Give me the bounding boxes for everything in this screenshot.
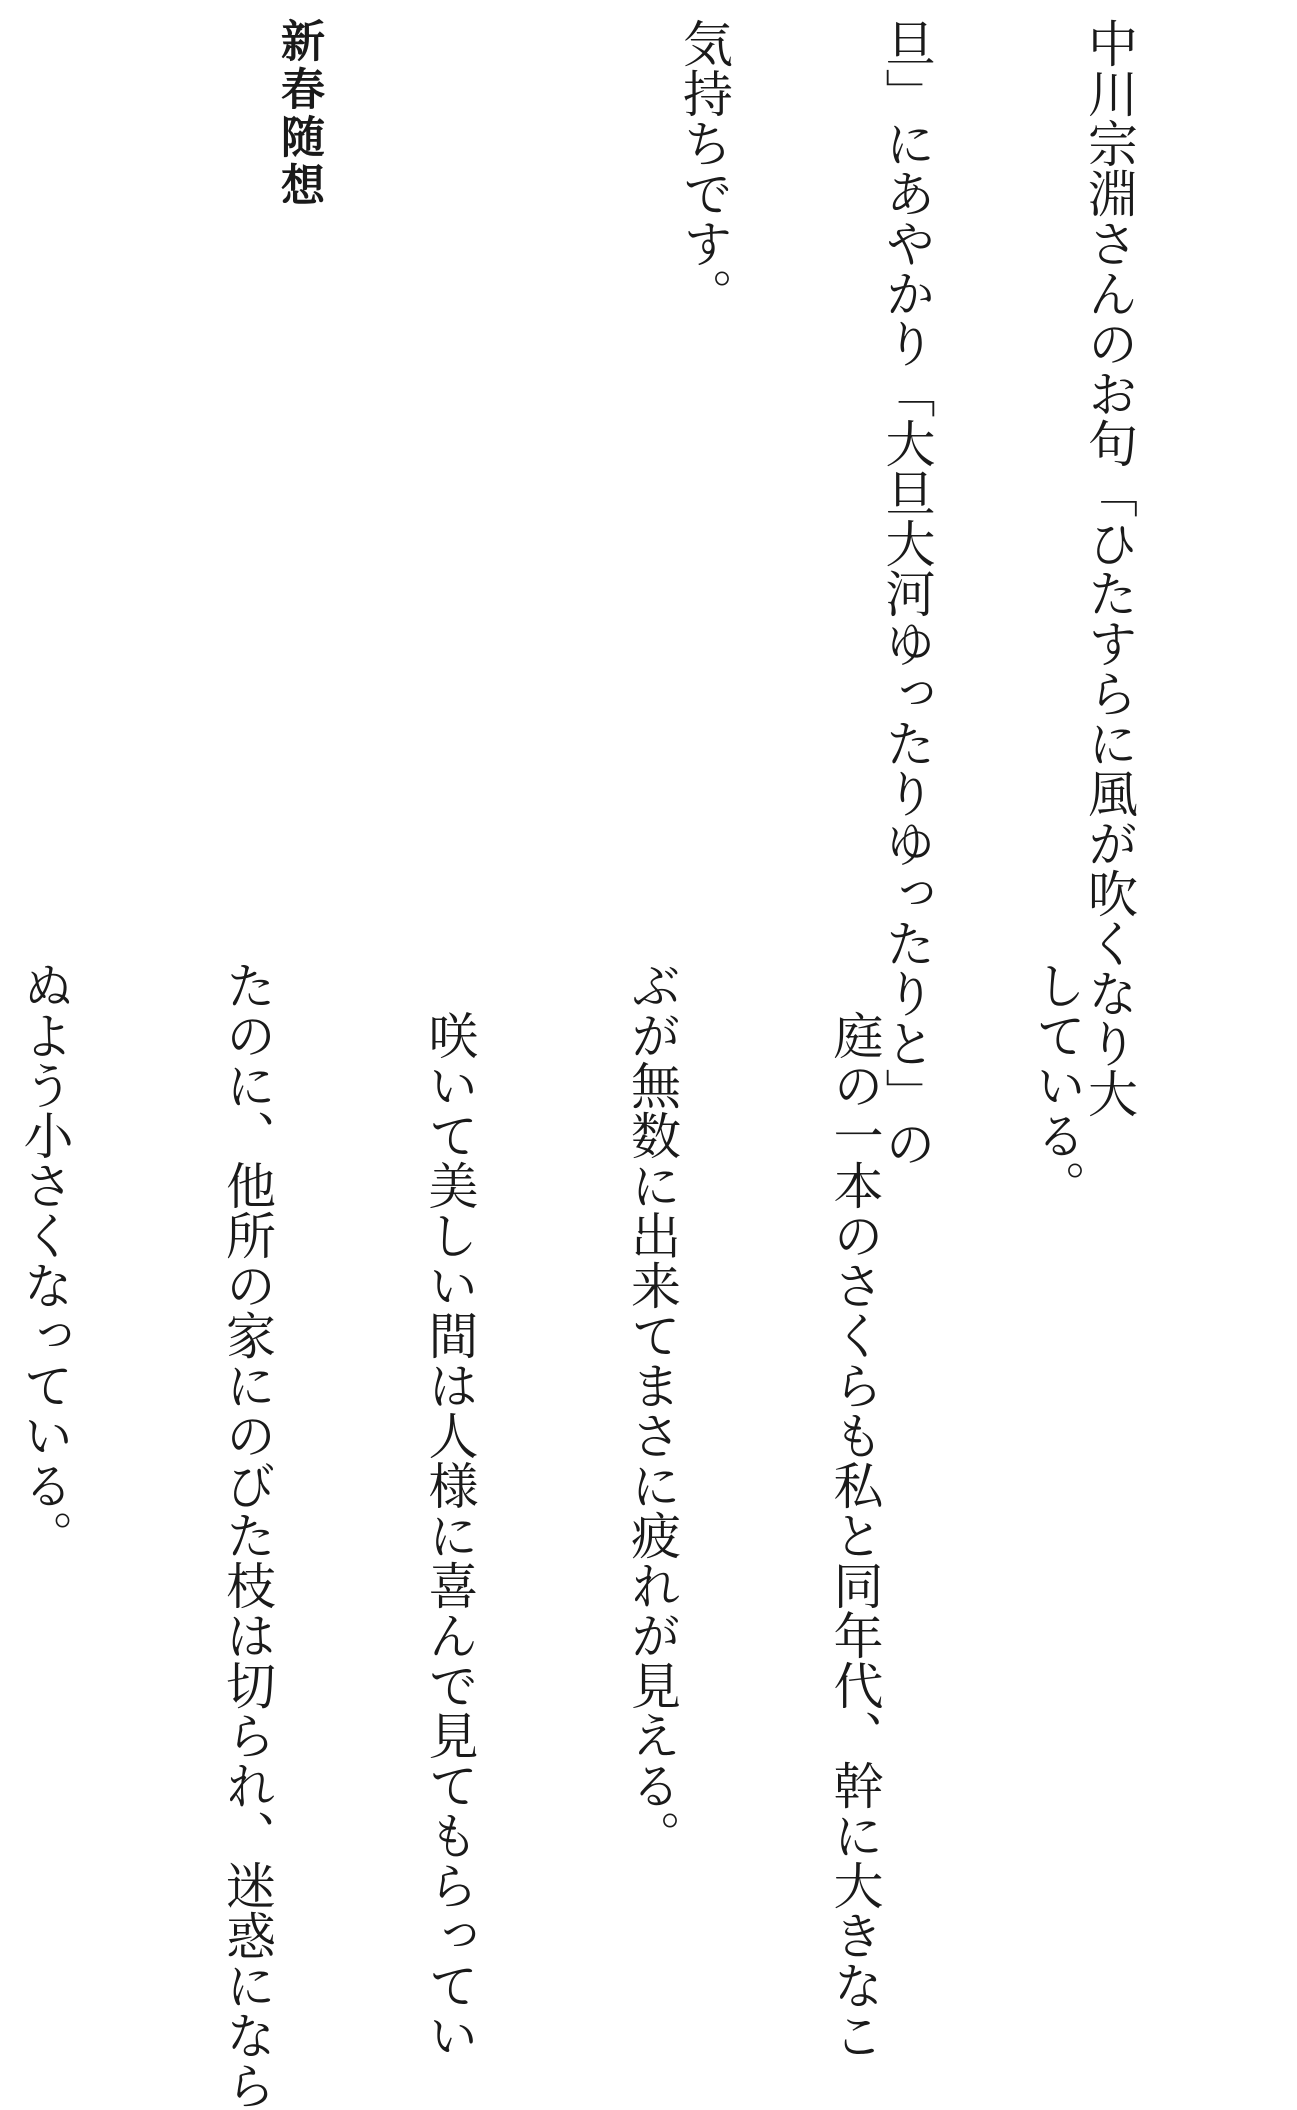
text-column: 旦」にあやかり「大旦大河ゆったりゆったりと」の bbox=[877, 18, 936, 1168]
spacer-column bbox=[62, 18, 130, 918]
text-column: ぶが無数に出来てまさに疲れが見える。 bbox=[623, 960, 681, 1860]
text-column: 中川宗淵さんのお句「ひたすらに風が吹くなり大 bbox=[1080, 18, 1138, 1118]
section-heading: 新春随想 bbox=[273, 18, 324, 210]
lower-text-block bbox=[0, 960, 1225, 2110]
text-column: 庭の一本のさくらも私と同年代、幹に大きなこ bbox=[825, 960, 884, 2060]
text-column: 咲いて美しい間は人様に喜んで見てもらってい bbox=[420, 960, 479, 2060]
text-column: している。 bbox=[1028, 960, 1086, 1210]
text-column: ぬよう小さくなっている。 bbox=[15, 960, 74, 1560]
text-column: たのに、他所の家にのびた枝は切られ、迷惑になら bbox=[218, 960, 276, 2110]
spacer-column bbox=[467, 18, 535, 918]
text-column: 気持ちです。 bbox=[675, 18, 733, 318]
